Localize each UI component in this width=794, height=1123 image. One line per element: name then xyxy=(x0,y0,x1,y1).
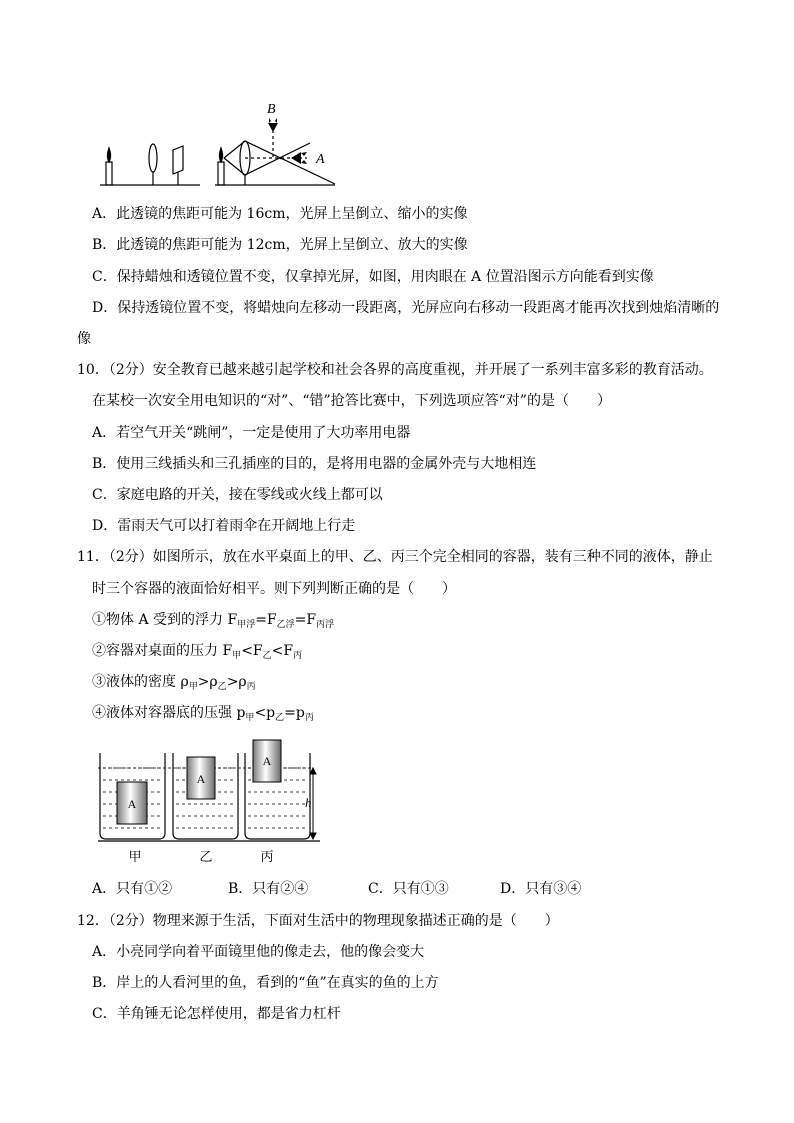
q10-option-a: A．若空气开关“跳闸”，一定是使用了大功率用电器 xyxy=(92,425,411,441)
label-a: A xyxy=(316,152,325,167)
setup-left xyxy=(100,144,200,185)
label-bing: 丙 xyxy=(260,850,274,865)
block-a-yi: A xyxy=(196,772,206,786)
q11-statement-3: ③液体的密度 $\rho_甲>\rho_乙>\rho_丙$ xyxy=(92,674,256,692)
q9-option-c: C．保持蜡烛和透镜位置不变，仅拿掉光屏，如图，用肉眼在 A 位置沿图示方向能看到实像 xyxy=(92,269,654,285)
eye-a-icon xyxy=(291,152,307,164)
q10-stem-line1: 10．（2分）安全教育已越来越引起学校和社会各界的高度重视，并开展了一系列丰富多彩的教育活动。 xyxy=(77,362,713,378)
eye-b-icon xyxy=(268,118,278,132)
q11-option-c: C．只有①③ xyxy=(368,881,449,897)
container-yi xyxy=(173,753,238,839)
q10-stem-line2: 在某校一次安全用电知识的“对”、“错”抢答比赛中，下列选项应答“对”的是（ ） xyxy=(92,393,611,409)
q12-option-c: C．羊角锤无论怎样使用，都是省力杠杆 xyxy=(92,1006,341,1022)
q11-statement-2: ②容器对桌面的压力 $F_甲<F_乙<F_丙$ xyxy=(92,643,303,661)
q9-option-d-line1: D．保持透镜位置不变，将蜡烛向左移动一段距离，光屏应向右移动一段距离才能再次找到烛焰清晰的 xyxy=(92,300,720,316)
containers-figure xyxy=(95,735,325,870)
q10-option-d: D．雷雨天气可以打着雨伞在开阔地上行走 xyxy=(92,518,356,534)
container-jia xyxy=(100,753,165,839)
q12-option-a: A．小亮同学向着平面镜里他的像走去，他的像会变大 xyxy=(92,944,425,960)
q10-option-c: C．家庭电路的开关，接在零线或火线上都可以 xyxy=(92,487,383,503)
height-label: h xyxy=(305,795,312,810)
lens-figure xyxy=(95,100,345,190)
q9-option-d-line2: 像 xyxy=(77,331,91,347)
container-bing xyxy=(245,740,310,839)
q11-statement-4: ④液体对容器底的压强 $p_甲<p_乙=p_丙$ xyxy=(92,705,314,723)
block-a-bing: A xyxy=(262,754,272,768)
q11-option-b: B．只有②④ xyxy=(228,881,309,897)
q12-option-b: B．岸上的人看河里的鱼，看到的“鱼”在真实的鱼的上方 xyxy=(92,975,439,991)
q11-option-d: D．只有③④ xyxy=(500,881,582,897)
q9-option-b: B．此透镜的焦距可能为 12cm，光屏上呈倒立、放大的实像 xyxy=(92,237,468,253)
q12-stem: 12．（2分）物理来源于生活，下面对生活中的物理现象描述正确的是（ ） xyxy=(77,913,559,929)
block-a-jia: A xyxy=(127,797,137,811)
q11-stem-line2: 时三个容器的液面恰好相平。则下列判断正确的是（ ） xyxy=(92,581,456,597)
q11-statement-1: ①物体 A 受到的浮力 $F_{甲浮}=F_{乙浮}=F_{丙浮}$ xyxy=(92,612,335,630)
label-b: B xyxy=(267,102,276,117)
label-yi: 乙 xyxy=(199,850,213,865)
q9-option-a: A．此透镜的焦距可能为 16cm，光屏上呈倒立、缩小的实像 xyxy=(92,206,468,222)
label-jia: 甲 xyxy=(128,850,142,865)
q10-option-b: B．使用三线插头和三孔插座的目的，是将用电器的金属外壳与大地相连 xyxy=(92,456,537,472)
q11-option-a: A．只有①② xyxy=(92,881,173,897)
q11-stem-line1: 11．（2分）如图所示，放在水平桌面上的甲、乙、丙三个完全相同的容器，装有三种不同的液体，静止 xyxy=(77,549,713,565)
